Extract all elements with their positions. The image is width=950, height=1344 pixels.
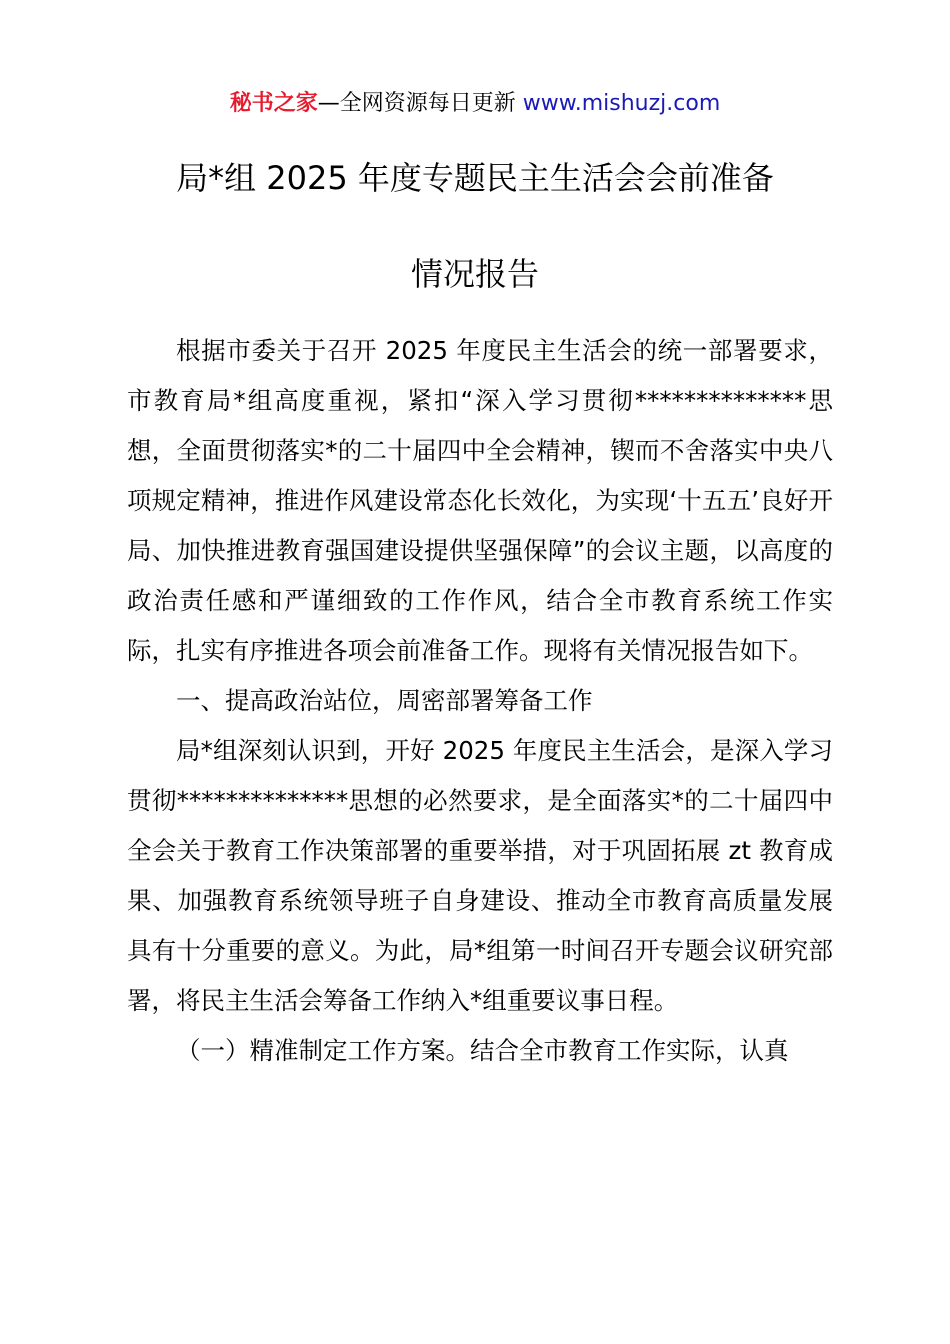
section-1-paragraph: 局*组深刻认识到，开好 2025 年度民主生活会，是深入学习贯彻**************思想的必然要求，是全面落实*的二十届四中全会关于教育工作决策部署的重要举措，对于巩固拓展 zt 教育成果、加强教育系统领导班子自身建设、推动全市教育高质量发展具有十分重要的意义。为此，局*组第一时间召开专题会议研究部署，将民主生活会筹备工作纳入*组重要议事日程。 [127,736,833,1015]
brand-name: 秘书之家 [229,91,318,116]
header-slogan: —全网资源每日更新 [317,91,516,116]
intro-paragraph: 根据市委关于召开 2025 年度民主生活会的统一部署要求，市教育局*组高度重视，紧扣“深入学习贯彻**************思想，全面贯彻落实*的二十届四中全会精神，锲而不舍落实中央八项规定精神，推进作风建设常态化长效化，为实现‘十五五’良好开局、加快推进教育强国建设提供坚强保障”的会议主题，以高度的政治责任感和严谨细致的工作作风，结合全市教育系统工作实际，扎实有序推进各项会前准备工作。现将有关情况报告如下。 [127,336,833,665]
section-heading-1: 一、提高政治站位，周密部署筹备工作 [176,686,593,715]
title-line-2: 情况报告 [410,255,539,293]
site-header [0,88,950,120]
subsection-1-paragraph: （一）精准制定工作方案。结合全市教育工作实际，认真 [176,1036,789,1065]
title-line-1: 局*组 2025 年度专题民主生活会会前准备 [176,159,774,197]
document-title [110,152,840,344]
document-body [127,326,833,1076]
site-url: www.mishuzj.com [522,91,721,116]
